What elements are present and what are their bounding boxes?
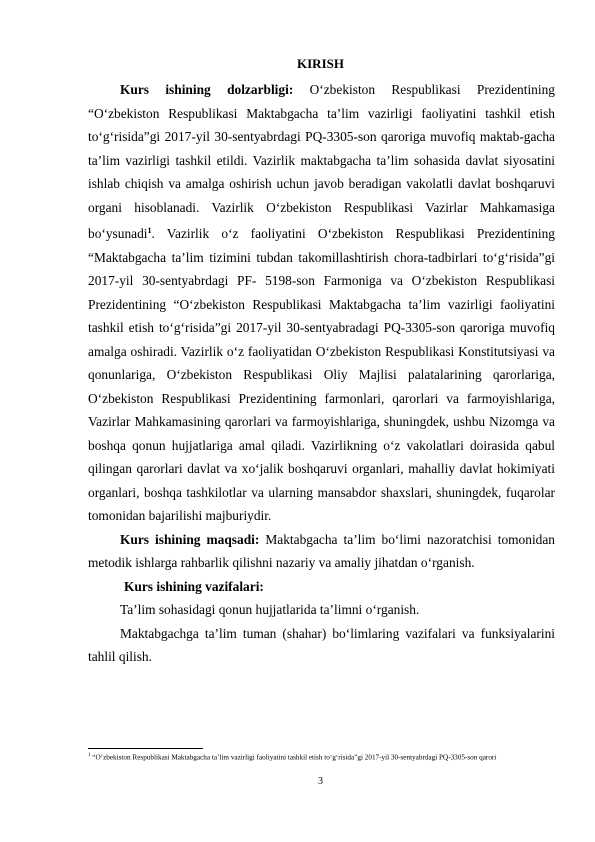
relevance-label: Kurs ishining dolzarbligi: — [120, 82, 294, 97]
footnote-reference[interactable]: 1 — [147, 226, 152, 235]
relevance-text: O‘zbekiston Respublikasi Prezidentining “O‘zbekiston Respublikasi Maktabgacha ta’lim vazirligi faoliyatini tashkil etish to‘g‘risida”gi 2017-yil 30-sentyabrdagi PQ-3305-son qaroriga muvofiq maktab-gacha ta’lim vazirligi tashkil etildi. Vazirlik maktabgacha ta’lim sohasida davlat siyosatini ishlab chiqish va amalga oshirish uchun javob beradigan vakolatli davlat boshqaruvi organi hisoblanadi. Vazirlik O‘zbekiston Respublikasi Vazirlar Mahkamasiga bo‘ysunadi — [88, 82, 555, 241]
relevance-paragraph — [88, 78, 555, 528]
document-body — [88, 78, 555, 669]
footnote-text: “O‘zbekiston Respublikasi Maktabgacha ta’lim vazirligi faoliyatini tashkil etish to‘g‘risida”gi 2017-yil 30-sentyabrdagi PQ-3305-son qarori — [92, 753, 497, 762]
goal-text: Maktabgacha ta’lim bo‘limi nazoratchisi tomonidan metodik ishlarga rahbarlik qilishni nazariy va amaliy jihatdan o‘rganish. — [88, 531, 556, 570]
goal-label: Kurs ishining maqsadi: — [120, 531, 260, 547]
goal-paragraph — [88, 528, 555, 575]
tasks-label: Kurs ishining vazifalari: — [124, 578, 264, 594]
footnote — [88, 751, 528, 762]
task-item: Ta’lim sohasidagi qonun hujjatlarida ta’limni o‘rganish. — [120, 602, 420, 617]
page-number: 3 — [318, 776, 323, 787]
footnote-divider — [88, 748, 203, 749]
footnote-mark: 1 — [88, 753, 91, 758]
task-item: Maktabgachga ta’lim tuman (shahar) bo‘limlaring vazifalari va funksiyalarini tahlil qilish. — [88, 625, 555, 664]
relevance-text-continued: . Vazirlik o‘z faoliyatini O‘zbekiston Respublikasi Prezidentining “Maktabgacha ta’lim tizimini tubdan takomillashtirish chora-tadbirlari to‘g‘risida”gi 2017-yil 30-sentyabrdagi PF- 5198-son Farmoniga va O‘zbekiston Respublikasi Prezidentining “O‘zbekiston Respublikasi Maktabgacha ta’lim vazirligi faoliyatini tashkil etish to‘g‘risida”gi 2017-yil 30-sentyabradagi PQ-3305-son qaroriga muvofiq amalga oshiradi. Vazirlik o‘z faoliyatidan O‘zbekiston Respublikasi Konstitutsiyasi va qonunlariga, O‘zbekiston Respublikasi Oliy Majlisi palatalarining qarorlariga, O‘zbekiston Respublikasi Prezidentining farmonlari, qarorlari va farmoyishlariga, Vazirlar Mahkamasining qarorlari va farmoyishlariga, shuningdek, ushbu Nizomga va boshqa qonun hujjatlariga amal qiladi. Vazirlikning o‘z vakolatlari doirasida qabul qilingan qarorlari davlat va xo‘jalik boshqaruvi organlari, mahalliy davlat hokimiyati organlari, boshqa tashkilotlar va ularning mansabdor shaxslari, shuningdek, fuqarolar tomonidan bajarilishi majburiydir. — [88, 226, 555, 523]
tasks-heading-line — [88, 575, 555, 599]
page-title: KIRISH — [297, 56, 344, 71]
